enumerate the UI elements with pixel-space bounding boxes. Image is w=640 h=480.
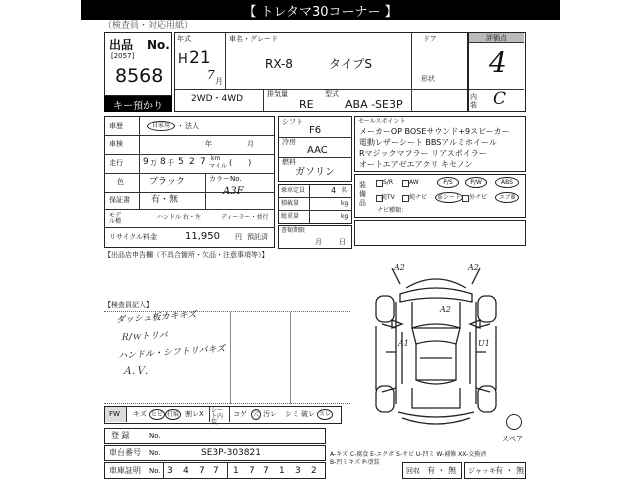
cert-digit-10: 2 (311, 466, 317, 476)
shift-value: F6 (309, 125, 322, 136)
sales-point-line-2: 電動レザーシート BBSアルミホイール (359, 138, 497, 147)
model-month-value: 7 (207, 68, 215, 82)
recycle-status: 預託済 (247, 233, 268, 241)
doors-label: ドア (423, 35, 437, 43)
equipment-extra-box (354, 220, 526, 246)
garage-cert-label: 車庫証明 (109, 466, 141, 475)
capacity-unit: 名 (341, 187, 348, 194)
doc-expiry-month: 月 (315, 238, 322, 246)
sales-points-label: セールスポイント (358, 118, 406, 125)
jack-label: ジャッキ (468, 467, 496, 475)
recycle-unit: 円 (235, 233, 242, 241)
top-left-caption: （検査員・対応用紙） (103, 21, 194, 31)
gross-unit: kg (341, 213, 349, 220)
score-header (469, 33, 524, 43)
color-code-label: カラーNo. (209, 175, 242, 183)
inspection-sep: ・ (177, 122, 184, 130)
score-label: 評価点 (486, 33, 507, 42)
garage-cert-no: No. (149, 467, 161, 475)
key-label: キー預かり (113, 100, 163, 112)
color-value: ブラック (149, 177, 185, 187)
recovery-label: 回収 (406, 467, 420, 475)
equip-sr: S/R (383, 179, 393, 186)
fw-seat-row (104, 406, 342, 424)
seat-item-tear: 破レ (301, 410, 315, 418)
lot-box (104, 32, 172, 96)
mileage-unit-mile: マイル (209, 163, 227, 170)
mileage-unit-km: km (211, 155, 221, 162)
recycle-value: 11,950 (185, 231, 220, 242)
equipment-label: 装備品 (359, 181, 366, 207)
displacement-value: RE (299, 98, 314, 111)
shaken-month: 月 (247, 140, 254, 148)
doc-expiry-day: 日 (339, 238, 346, 246)
fw-item-crack: ヒビ (149, 409, 165, 420)
cert-digit-1: 3 (167, 466, 173, 476)
load-label: 積載量 (281, 200, 300, 207)
registration-no: No. (149, 432, 161, 440)
equip-pw: P/W (465, 177, 487, 188)
corner-banner (81, 0, 560, 20)
diagram-mark-front-right: A2 (468, 263, 479, 272)
recovery-value: 有 ・ 無 (427, 466, 457, 475)
fuel-label: 燃料 (282, 158, 296, 166)
sales-point-line-4: オートエアゼエアクリ キセノン (359, 160, 473, 169)
lot-subnote: [2057] (111, 52, 135, 60)
inspection-label: 車歴 (109, 122, 123, 130)
lot-label-no: No. (147, 38, 170, 52)
equip-check-3 (376, 195, 383, 202)
seat-label: シート内装 (211, 407, 224, 426)
mileage-unit-man: 万 (150, 159, 157, 167)
seat-item-stain: シミ (285, 410, 299, 418)
declaration-caption: 【出品店申告欄（不具合箇所・欠品・注意事項等）】 (104, 251, 269, 259)
cert-digit-7: 7 (263, 466, 269, 476)
diagram-mark-right-side: U1 (478, 339, 490, 348)
model-code-value: ABA -SE3P (345, 98, 403, 111)
warranty-label: 保証書 (109, 196, 130, 204)
equip-check-1 (376, 180, 383, 187)
vehicle-info-grid (174, 32, 468, 112)
equip-aw: AW (409, 179, 419, 186)
mechanical-grid (278, 116, 352, 182)
equip-abs: ABS (495, 177, 519, 188)
mileage-digit-4: 2 (189, 157, 195, 167)
color-code-value: A3F (223, 186, 244, 197)
doc-expiry-label: 書類期限 (281, 227, 306, 234)
key-tag (104, 96, 172, 112)
shift-label: シフト (282, 118, 303, 126)
equip-leather: 革シート (435, 192, 463, 203)
score-value: 4 (489, 46, 507, 79)
cert-digit-9: 3 (295, 466, 301, 476)
inspector-label: 【検査員記入】 (104, 301, 153, 309)
seat-item-burn: コゲ (233, 410, 247, 418)
doc-expiry-box (278, 225, 352, 249)
shaken-year: 年 (205, 140, 212, 148)
car-grade: タイプS (329, 57, 373, 71)
equip-nav: 純ナビ (409, 194, 428, 201)
jack-box (464, 462, 526, 479)
fuel-value: ガソリン (295, 167, 335, 178)
cert-digit-3: 7 (199, 466, 205, 476)
car-name: RX-8 (265, 57, 293, 71)
cert-digit-8: 1 (279, 466, 285, 476)
model-kind-label: モデル種 (109, 212, 122, 225)
fw-item-dent: 打痕 (165, 409, 181, 420)
chassis-no: No. (149, 449, 161, 457)
equip-check-2 (402, 180, 409, 187)
cert-digit-5: 1 (233, 466, 239, 476)
score-box (468, 32, 526, 112)
spare-tire-icon (506, 414, 522, 430)
car-diagram (362, 262, 510, 432)
banner-text: 【 トレタマ30コーナー 】 (243, 4, 398, 20)
load-unit: kg (341, 200, 349, 207)
cert-digit-4: 7 (213, 466, 219, 476)
model-year-era: H (178, 52, 188, 67)
legend-line-1: A-キズ C-腐食 E-エクボ S-サビ U-凹ミ W-補修 XX-交換済 (330, 451, 487, 458)
mileage-paren: ( ) (229, 158, 252, 167)
equip-check-5 (462, 195, 469, 202)
recycle-label: リサイクル料金 (109, 233, 158, 241)
lot-label-head: 出品 (109, 38, 134, 52)
model-kind-dealer: ディーラー・並行 (221, 214, 269, 221)
car-name-label: 車名・グレード (229, 35, 278, 43)
equip-check-4 (402, 195, 409, 202)
aircon-label: 冷房 (282, 138, 296, 146)
inspector-line-1: ダッシュ板カキキズ (115, 310, 197, 326)
cert-digit-2: 4 (183, 466, 189, 476)
chassis-value: SE3P-303821 (201, 448, 261, 458)
mileage-digit-3: 5 (178, 157, 184, 167)
equip-tv: 純TV (381, 194, 395, 201)
recovery-box (402, 462, 462, 479)
diagram-mark-hood: A2 (440, 305, 451, 314)
chassis-label: 車台番号 (109, 448, 141, 457)
equip-nav-type: ナビ種類： (377, 207, 408, 214)
equip-ps: P/S (437, 177, 459, 188)
inspection-private: 自家用 (147, 121, 175, 131)
sales-point-line-1: メーカーOP BOSEサウンド+9スピーカー (359, 127, 510, 136)
chassis-row (104, 445, 326, 461)
spare-label: スペア (502, 435, 523, 443)
equip-airbag: エアB (495, 192, 519, 203)
jack-value: 有 ・ 無 (495, 466, 525, 475)
legend-line-2: B-凹ミキズ P-塗装 (330, 459, 380, 466)
mileage-unit-sen: 千 (167, 159, 174, 167)
model-year-value: 21 (189, 48, 211, 68)
fw-item-scratch: キズ (133, 410, 147, 418)
shaken-label: 車検 (109, 140, 123, 148)
mileage-digit-1: 9 (143, 157, 149, 167)
model-code-label: 型式 (325, 90, 339, 98)
seat-item-wear: スレ (317, 409, 333, 420)
capacity-label: 乗車定員 (281, 187, 306, 194)
model-kind-handle: ハンドル 右・左 (157, 214, 201, 221)
registration-row (104, 428, 326, 444)
mileage-digit-5: 7 (200, 157, 206, 167)
cert-digit-6: 7 (249, 466, 255, 476)
equip-ext-nav: 外ナビ (469, 194, 488, 201)
inspection-corporate: 法人 (185, 122, 199, 130)
model-month-unit: 月 (215, 77, 223, 86)
aircon-value: AAC (307, 145, 328, 156)
inspector-line-4: Ａ.Ｖ. (122, 366, 149, 377)
mileage-digit-2: 8 (160, 157, 166, 167)
inspector-line-2: Ｒ/ｗトリバ (119, 330, 168, 344)
fw-item-broken: 割レX (185, 410, 204, 418)
inspector-line-3: ハンドル・シフトリバキズ (117, 344, 226, 362)
mileage-label: 走行 (109, 159, 123, 167)
seat-item-hole: 穴 (251, 409, 261, 420)
history-grid (104, 116, 275, 248)
gross-label: 総重量 (281, 213, 300, 220)
shape-label: 形状 (421, 75, 435, 83)
lot-number: 8568 (115, 65, 164, 87)
displacement-label: 排気量 (267, 90, 288, 98)
seat-item-dirt: 汚レ (263, 410, 277, 418)
sales-points-box (354, 116, 526, 172)
diagram-mark-front-left: A2 (394, 263, 405, 272)
color-label: 色 (117, 178, 124, 186)
capacity-grid (278, 184, 352, 224)
model-year-label: 年式 (177, 35, 191, 43)
interior-value: C (493, 89, 507, 109)
garage-cert-row (104, 462, 326, 479)
capacity-value: 4 (331, 186, 337, 195)
warranty-value: 有・無 (151, 195, 179, 205)
sales-point-line-3: Rマジックマフラー リアスポイラー (359, 149, 487, 158)
drive-options: 2WD・4WD (191, 94, 244, 104)
fw-label: FW (109, 410, 120, 418)
diagram-mark-left-side: A1 (398, 339, 409, 348)
registration-label: 登 録 (111, 431, 130, 440)
interior-label: 内装 (470, 93, 477, 109)
